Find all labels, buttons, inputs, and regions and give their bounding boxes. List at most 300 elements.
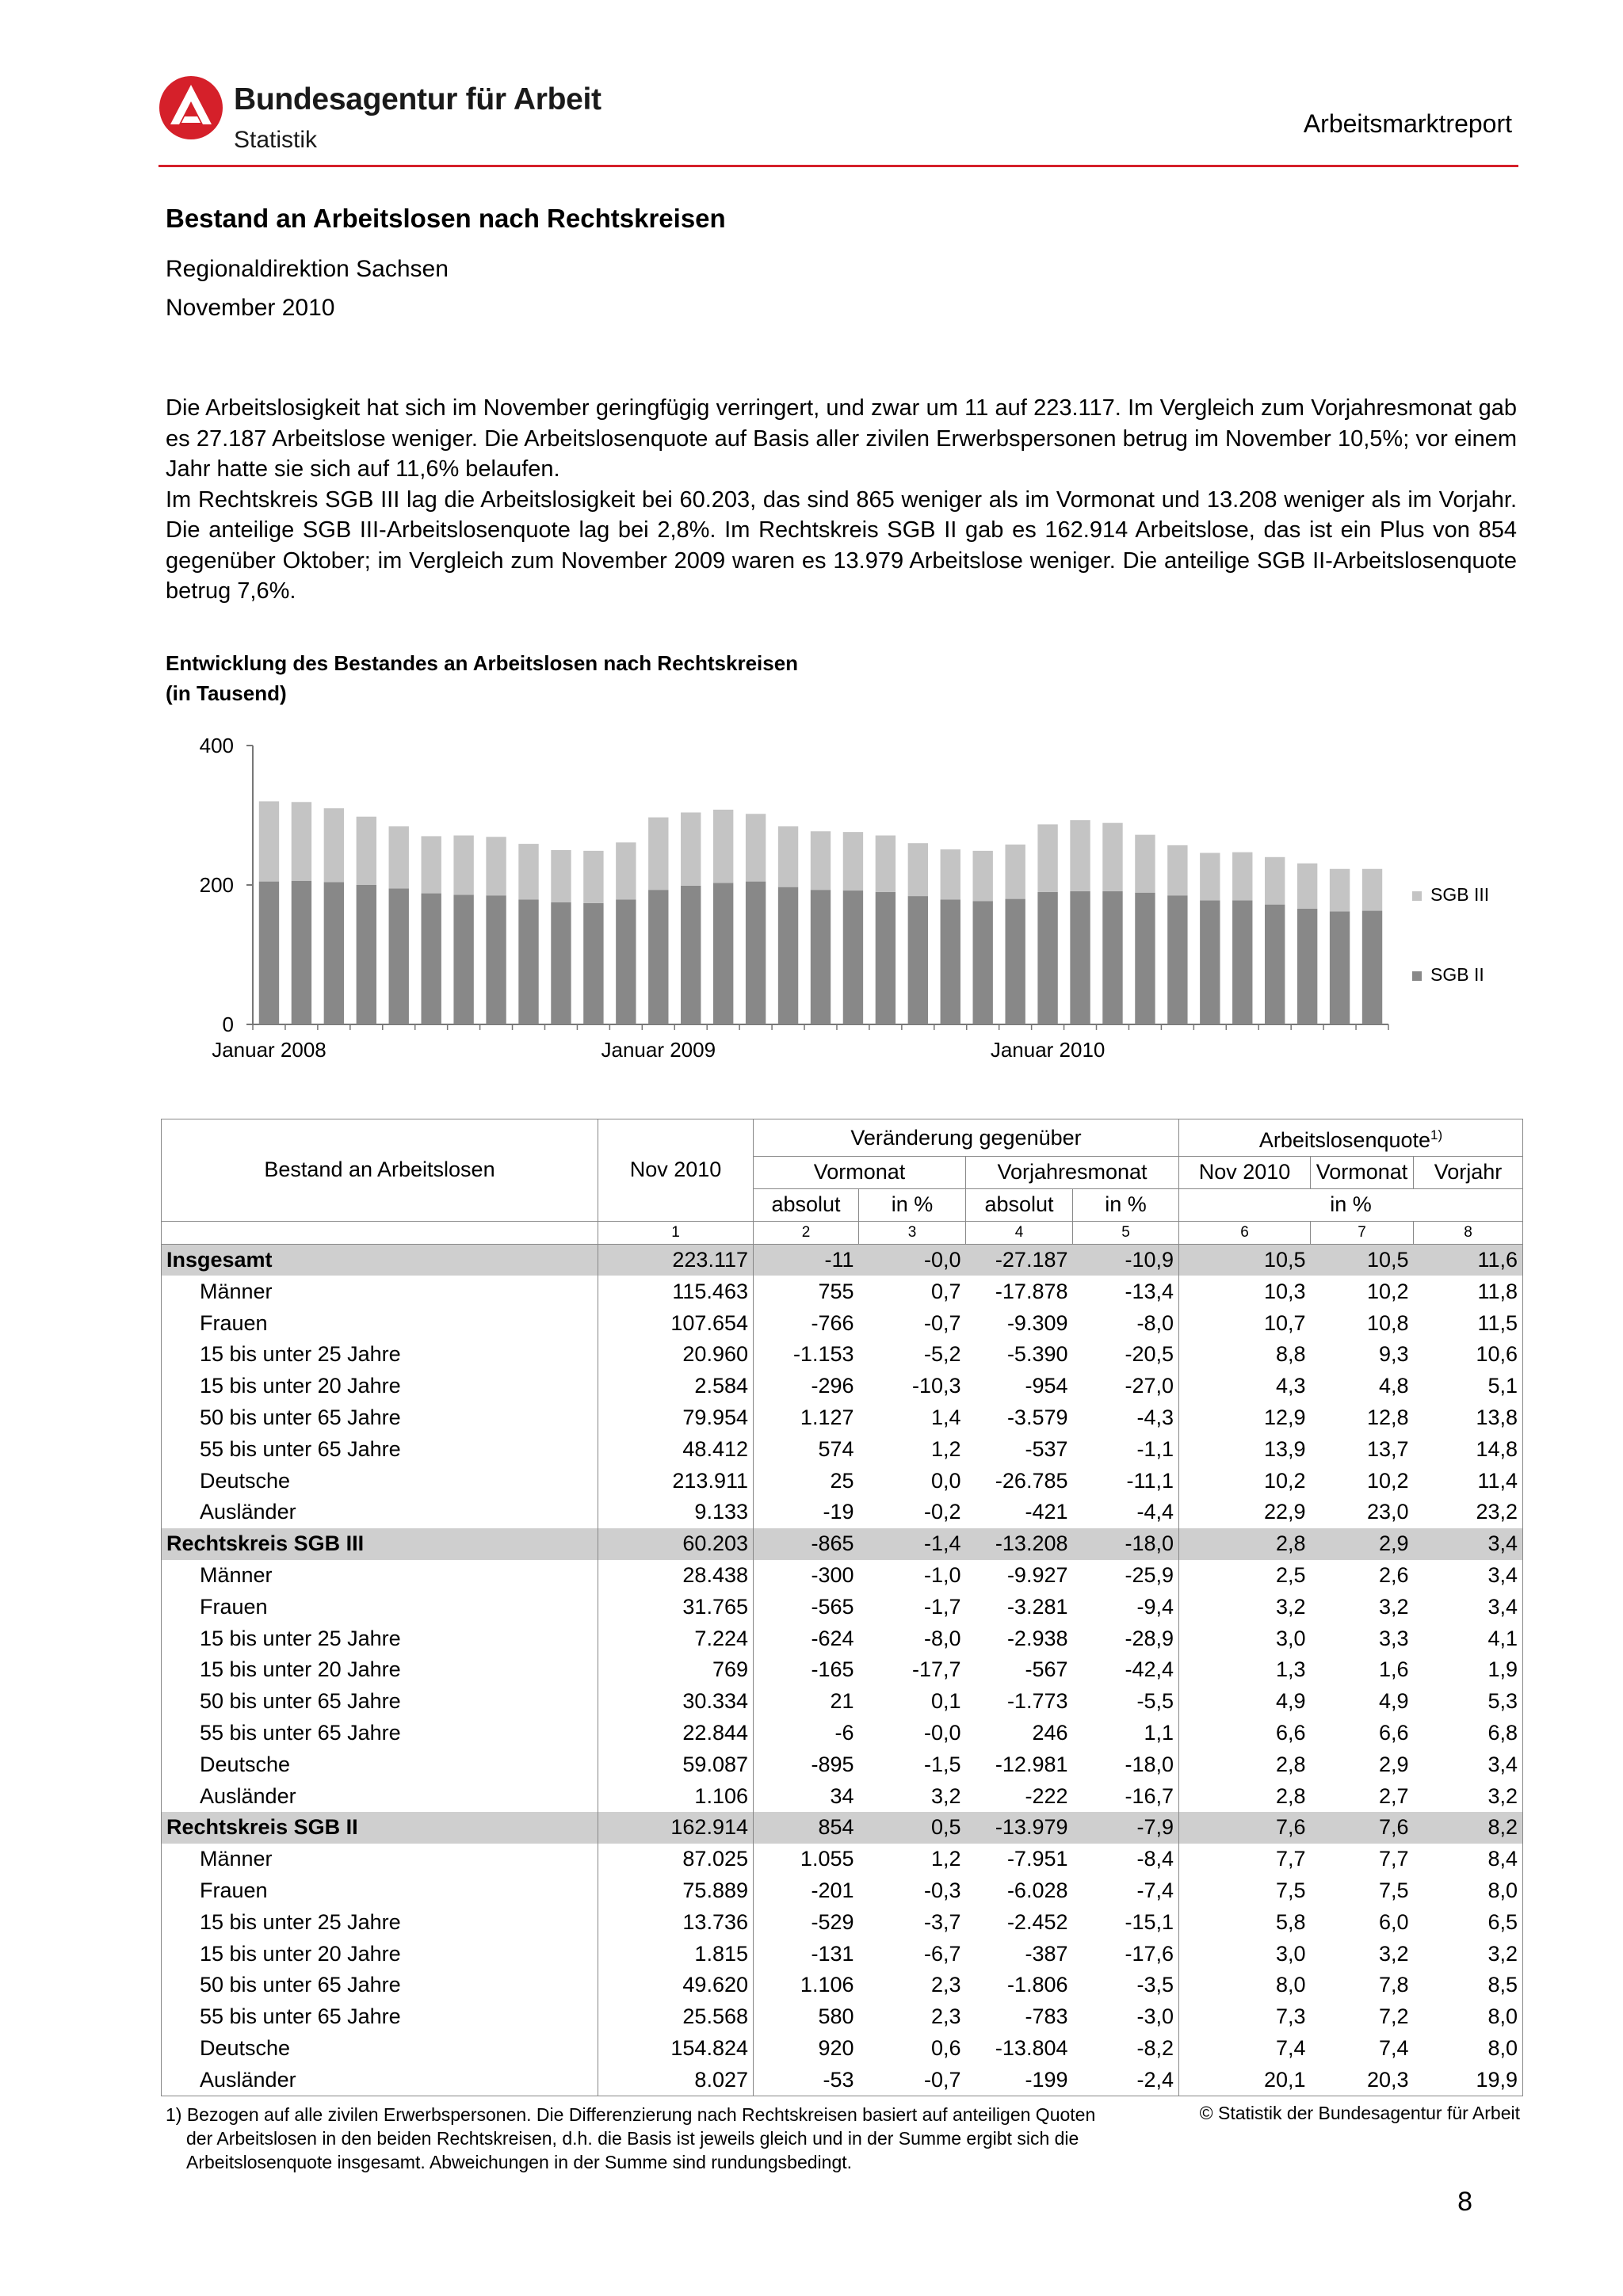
cell-col-2: -53 — [754, 2064, 859, 2096]
cell-col-1: 25.568 — [598, 2001, 754, 2033]
cell-col-7: 9,3 — [1378, 1342, 1409, 1367]
cell-col-6: 7,7 — [1275, 1847, 1306, 1871]
row-label: 15 bis unter 25 Jahre — [162, 1623, 598, 1654]
cell-col-4: -1.806 — [1006, 1973, 1068, 1997]
bar-sgb2 — [357, 885, 376, 1024]
header-absolut-2: absolut — [966, 1188, 1073, 1221]
table-row — [162, 1654, 1523, 1686]
legend-swatch — [1412, 971, 1422, 981]
cell-col-8: 5,1 — [1414, 1371, 1523, 1402]
cell-col-8: 4,1 — [1414, 1623, 1523, 1654]
cell-col-4: -27.187 — [966, 1244, 1073, 1276]
cell-col-3: 0,5 — [859, 1812, 966, 1844]
cell-col-1: 28.438 — [598, 1560, 754, 1592]
bar-sgb2 — [843, 891, 863, 1024]
cell-col-1: 154.824 — [598, 2033, 754, 2065]
intro-paragraph-2: Im Rechtskreis SGB III lag die Arbeitslosigkeit bei 60.203, das sind 865 weniger als im Vormonat und 13.208 weniger als im Vorjahr. Die anteilige SGB III-Arbeitslosenquote lag bei 2,8%. Im Rechtskreis SGB II gab es 162.914 Arbeitslose, das ist ein Plus von 854 gegenüber Oktober; im Vergleich zum November 2009 waren es 13.979 Arbeitslose weniger. Die anteilige SGB II-Arbeitslosenquote betrug 7,6%. — [166, 486, 1517, 604]
cell-col-2: 21 — [830, 1689, 854, 1714]
cell-col-2: -624 — [811, 1626, 854, 1650]
cell-col-1: 9.133 — [598, 1497, 754, 1528]
cell-col-8: 3,4 — [1414, 1591, 1523, 1623]
header-nov: Nov 2010 — [598, 1119, 754, 1222]
row-label: Männer — [162, 1844, 598, 1875]
cell-col-6: 3,0 — [1275, 1626, 1306, 1650]
cell-col-4: 246 — [1032, 1720, 1068, 1745]
page-title: Bestand an Arbeitslosen nach Rechtskreisen — [166, 204, 726, 233]
table-row — [162, 1497, 1523, 1528]
cell-col-6: 10,5 — [1179, 1244, 1311, 1276]
bar-sgb2 — [811, 890, 831, 1024]
row-label: Rechtskreis SGB III — [162, 1528, 598, 1560]
legend-label: SGB III — [1430, 884, 1490, 905]
bar-sgb3 — [1037, 824, 1057, 891]
cell-col-7: 10,8 — [1366, 1310, 1409, 1335]
cell-col-6: 7,3 — [1275, 2004, 1306, 2029]
row-label: Deutsche — [162, 1749, 598, 1780]
bar-sgb3 — [292, 802, 311, 880]
header-q-vormonat: Vormonat — [1311, 1157, 1414, 1189]
bar-sgb3 — [1102, 823, 1122, 891]
cell-col-5: -8,4 — [1073, 1844, 1179, 1875]
cell-col-8: 13,8 — [1414, 1402, 1523, 1434]
bar-sgb2 — [1135, 893, 1155, 1024]
cell-col-4: -13.804 — [995, 2035, 1068, 2060]
table-group-row — [162, 1244, 1523, 1276]
cell-col-1: 20.960 — [598, 1339, 754, 1371]
cell-col-4: -567 — [1025, 1657, 1068, 1682]
bar-sgb2 — [876, 892, 896, 1024]
row-label: Insgesamt — [162, 1244, 598, 1276]
bar-sgb3 — [1297, 864, 1317, 909]
cell-col-8: 11,6 — [1414, 1244, 1523, 1276]
bar-sgb2 — [324, 882, 344, 1024]
cell-col-2: -131 — [811, 1941, 854, 1966]
cell-col-8: 23,2 — [1414, 1497, 1523, 1528]
bar-sgb2 — [453, 894, 473, 1024]
table-row — [162, 1276, 1523, 1307]
bar-sgb2 — [259, 882, 279, 1024]
cell-col-8: 10,6 — [1414, 1339, 1523, 1371]
cell-col-7: 23,0 — [1366, 1500, 1409, 1524]
table-group-row — [162, 1812, 1523, 1844]
table-row — [162, 1402, 1523, 1434]
bar-sgb3 — [648, 818, 668, 891]
table-row — [162, 1465, 1523, 1497]
cell-col-2: 34 — [830, 1783, 854, 1808]
cell-col-1: 30.334 — [598, 1686, 754, 1718]
page-number: 8 — [1457, 2187, 1472, 2217]
bar-sgb3 — [746, 814, 766, 881]
bar-sgb2 — [1265, 905, 1285, 1024]
cell-col-3: 2,3 — [930, 2004, 961, 2029]
cell-col-7: 7,4 — [1378, 2035, 1409, 2060]
bar-sgb3 — [357, 817, 376, 885]
col-number: 8 — [1414, 1221, 1523, 1244]
cell-col-5: -4,4 — [1073, 1497, 1179, 1528]
cell-col-7: 4,8 — [1378, 1374, 1409, 1398]
intro-paragraph-1: Die Arbeitslosigkeit hat sich im November geringfügig verringert, und zwar um 11 auf 223.117. Im Vergleich zum Vorjahresmonat gab es 27.187 Arbeitslose weniger. Die Arbeitslosenquote auf Basis aller zivilen Erwerbspersonen betrug im November 10,5%; vor einem Jahr hatte sie sich auf 11,6% belaufen. — [166, 395, 1517, 482]
col-number: 1 — [598, 1221, 754, 1244]
cell-col-4: -199 — [966, 2064, 1073, 2096]
table-body — [162, 1244, 1523, 2096]
footnote-line-1: 1) Bezogen auf alle zivilen Erwerbspersonen. Die Differenzierung nach Rechtskreisen basiert auf anteiligen Quoten — [166, 2104, 1096, 2125]
bar-sgb3 — [518, 844, 538, 899]
cell-col-5: -2,4 — [1073, 2064, 1179, 2096]
table-row — [162, 1875, 1523, 1907]
bar-sgb2 — [713, 883, 733, 1024]
cell-col-3: -0,7 — [859, 2064, 966, 2096]
cell-col-6: 22,9 — [1263, 1500, 1306, 1524]
stacked-bar-chart — [0, 729, 1623, 1070]
chart-title-block — [166, 648, 798, 708]
row-label: 15 bis unter 25 Jahre — [162, 1339, 598, 1371]
data-table — [161, 1119, 1523, 2096]
cell-col-8: 3,4 — [1414, 1749, 1523, 1780]
cell-col-1: 213.911 — [598, 1465, 754, 1497]
bar-sgb3 — [1005, 845, 1025, 899]
month-label: November 2010 — [166, 295, 335, 321]
cell-col-3: 1,4 — [930, 1405, 961, 1429]
col-number: 6 — [1179, 1221, 1311, 1244]
table-group-row — [162, 1528, 1523, 1560]
cell-col-4: -3.281 — [1006, 1594, 1068, 1619]
cell-col-5: -11,1 — [1073, 1465, 1179, 1497]
bar-sgb2 — [908, 896, 928, 1024]
footnote-line-2: der Arbeitslosen in den beiden Rechtskreisen, d.h. die Basis ist jeweils gleich und in der Summe ergibt sich die — [186, 2128, 1079, 2149]
cell-col-4: -421 — [1025, 1500, 1068, 1524]
cell-col-1: 1.106 — [598, 1780, 754, 1812]
cell-col-5: -5,5 — [1073, 1686, 1179, 1718]
cell-col-1: 13.736 — [598, 1906, 754, 1938]
bar-sgb2 — [1005, 899, 1025, 1024]
bar-sgb2 — [1070, 891, 1090, 1024]
cell-col-6: 12,9 — [1263, 1405, 1306, 1429]
cell-col-8: 8,4 — [1414, 1844, 1523, 1875]
cell-col-8: 8,2 — [1414, 1812, 1523, 1844]
cell-col-7: 7,7 — [1378, 1847, 1409, 1871]
cell-col-2: -300 — [811, 1562, 854, 1587]
cell-col-3: -10,3 — [911, 1374, 961, 1398]
copyright: © Statistik der Bundesagentur für Arbeit — [1199, 2103, 1520, 2123]
header-q-vorjahr: Vorjahr — [1414, 1157, 1523, 1189]
cell-col-5: -10,9 — [1073, 1244, 1179, 1276]
header-in-pct: in % — [859, 1188, 966, 1221]
header-divider — [158, 165, 1518, 167]
cell-col-3: -5,2 — [923, 1342, 961, 1367]
bar-sgb3 — [486, 837, 506, 895]
table-row — [162, 1623, 1523, 1654]
row-label: Ausländer — [162, 1497, 598, 1528]
cell-col-6: 7,5 — [1275, 1878, 1306, 1902]
bar-sgb2 — [1102, 891, 1122, 1024]
cell-col-7: 7,8 — [1378, 1973, 1409, 1997]
cell-col-2: 1.127 — [800, 1405, 854, 1429]
cell-col-4: -9.927 — [1006, 1562, 1068, 1587]
cell-col-1: 1.815 — [598, 1938, 754, 1970]
x-tick-label: Januar 2010 — [990, 1038, 1106, 1062]
bar-sgb3 — [843, 832, 863, 891]
cell-col-3: -0,3 — [923, 1878, 961, 1902]
cell-col-5: -3,5 — [1073, 1970, 1179, 2001]
bar-sgb3 — [876, 836, 896, 892]
cell-col-6: 4,9 — [1275, 1689, 1306, 1714]
cell-col-3: -0,2 — [923, 1500, 961, 1524]
cell-col-7: 20,3 — [1311, 2064, 1414, 2096]
cell-col-8: 6,5 — [1414, 1906, 1523, 1938]
row-label: 15 bis unter 25 Jahre — [162, 1906, 598, 1938]
cell-col-7: 10,5 — [1311, 1244, 1414, 1276]
table-row — [162, 1591, 1523, 1623]
bar-sgb2 — [1232, 900, 1252, 1024]
bar-sgb2 — [648, 890, 668, 1024]
header-row-label: Bestand an Arbeitslosen — [162, 1119, 598, 1222]
cell-col-8: 11,4 — [1414, 1465, 1523, 1497]
cell-col-1: 115.463 — [598, 1276, 754, 1307]
y-tick-label: 0 — [222, 1013, 234, 1036]
bar-sgb3 — [941, 849, 960, 899]
row-label: Männer — [162, 1276, 598, 1307]
cell-col-7: 7,5 — [1378, 1878, 1409, 1902]
cell-col-8: 1,9 — [1414, 1654, 1523, 1686]
bar-sgb3 — [616, 842, 636, 899]
cell-col-3: -6,7 — [923, 1941, 961, 1966]
row-label: 55 bis unter 65 Jahre — [162, 1433, 598, 1465]
row-label: 55 bis unter 65 Jahre — [162, 2001, 598, 2033]
header-vormonat: Vormonat — [754, 1157, 966, 1189]
cell-col-1: 769 — [598, 1654, 754, 1686]
header-quote-sup: 1) — [1430, 1127, 1443, 1142]
cell-col-2: 854 — [754, 1812, 859, 1844]
bar-sgb2 — [389, 888, 409, 1024]
cell-col-7: 13,7 — [1366, 1436, 1409, 1461]
cell-col-7: 2,6 — [1378, 1562, 1409, 1587]
cell-col-3: 0,0 — [930, 1468, 961, 1493]
cell-col-3: 2,3 — [930, 1973, 961, 1997]
cell-col-2: -11 — [754, 1244, 859, 1276]
header-absolut: absolut — [754, 1188, 859, 1221]
bar-sgb3 — [1265, 857, 1285, 905]
cell-col-6: 13,9 — [1263, 1436, 1306, 1461]
cell-col-6: 4,3 — [1275, 1374, 1306, 1398]
bar-sgb2 — [1362, 911, 1382, 1024]
cell-col-6: 10,2 — [1263, 1468, 1306, 1493]
cell-col-6: 2,8 — [1179, 1528, 1311, 1560]
table-row — [162, 1433, 1523, 1465]
cell-col-6: 3,2 — [1275, 1594, 1306, 1619]
cell-col-5: -18,0 — [1073, 1749, 1179, 1780]
cell-col-6: 8,0 — [1275, 1973, 1306, 1997]
intro-text — [166, 393, 1517, 607]
row-label: Männer — [162, 1560, 598, 1592]
row-label: Rechtskreis SGB II — [162, 1812, 598, 1844]
cell-col-6: 7,6 — [1179, 1812, 1311, 1844]
bar-sgb3 — [583, 851, 603, 903]
cell-col-8: 3,2 — [1414, 1780, 1523, 1812]
cell-col-2: -6 — [834, 1720, 854, 1745]
col-number: 4 — [966, 1221, 1073, 1244]
bar-sgb3 — [1362, 869, 1382, 911]
table-row — [162, 1938, 1523, 1970]
cell-col-5: -8,2 — [1073, 2033, 1179, 2065]
row-label: 15 bis unter 20 Jahre — [162, 1654, 598, 1686]
cell-col-6: 6,6 — [1275, 1720, 1306, 1745]
cell-col-3: -8,0 — [923, 1626, 961, 1650]
cell-col-3: -0,0 — [923, 1720, 961, 1745]
table-row — [162, 1339, 1523, 1371]
header-in-pct-3: in % — [1179, 1188, 1523, 1221]
bar-sgb3 — [324, 808, 344, 882]
legend-swatch — [1412, 891, 1422, 901]
row-label: Frauen — [162, 1875, 598, 1907]
row-label: 15 bis unter 20 Jahre — [162, 1371, 598, 1402]
cell-col-4: -26.785 — [995, 1468, 1068, 1493]
cell-col-8: 5,3 — [1414, 1686, 1523, 1718]
cell-col-8: 8,5 — [1414, 1970, 1523, 2001]
bar-sgb3 — [973, 851, 993, 901]
bar-sgb3 — [389, 826, 409, 888]
cell-col-5: -4,3 — [1073, 1402, 1179, 1434]
header-vorjahresmonat: Vorjahresmonat — [966, 1157, 1179, 1189]
cell-col-1: 60.203 — [598, 1528, 754, 1560]
cell-col-8: 3,2 — [1414, 1938, 1523, 1970]
table-row — [162, 1780, 1523, 1812]
cell-col-6: 2,8 — [1275, 1752, 1306, 1776]
bar-sgb3 — [1167, 845, 1187, 895]
cell-col-5: -28,9 — [1073, 1623, 1179, 1654]
x-tick-label: Januar 2009 — [601, 1038, 716, 1062]
cell-col-4: -2.938 — [1006, 1626, 1068, 1650]
cell-col-3: 1,2 — [930, 1847, 961, 1871]
cell-col-2: -296 — [811, 1374, 854, 1398]
cell-col-7: 3,3 — [1378, 1626, 1409, 1650]
cell-col-3: 0,1 — [930, 1689, 961, 1714]
region-label: Regionaldirektion Sachsen — [166, 256, 449, 282]
row-label: 55 bis unter 65 Jahre — [162, 1718, 598, 1749]
header-q-nov: Nov 2010 — [1179, 1157, 1311, 1189]
cell-col-2: -766 — [811, 1310, 854, 1335]
cell-col-5: -25,9 — [1073, 1560, 1179, 1592]
bar-sgb2 — [1037, 892, 1057, 1024]
table-row — [162, 1686, 1523, 1718]
cell-col-8: 11,5 — [1414, 1307, 1523, 1339]
cell-col-6: 5,8 — [1275, 1909, 1306, 1934]
cell-col-7: 10,2 — [1366, 1279, 1409, 1303]
cell-col-6: 10,3 — [1263, 1279, 1306, 1303]
cell-col-3: -1,4 — [859, 1528, 966, 1560]
cell-col-8: 6,8 — [1414, 1718, 1523, 1749]
cell-col-1: 59.087 — [598, 1749, 754, 1780]
bar-sgb2 — [941, 899, 960, 1024]
header-in-pct-2: in % — [1073, 1188, 1179, 1221]
cell-col-2: 574 — [818, 1436, 854, 1461]
cell-col-3: 0,7 — [930, 1279, 961, 1303]
chart-subtitle: (in Tausend) — [166, 681, 287, 705]
cell-col-8: 11,8 — [1414, 1276, 1523, 1307]
data-table-wrapper — [161, 1119, 1522, 2096]
bar-sgb2 — [551, 902, 571, 1024]
cell-col-6: 8,8 — [1275, 1342, 1306, 1367]
cell-col-7: 1,6 — [1378, 1657, 1409, 1682]
cell-col-3: -1,7 — [923, 1594, 961, 1619]
cell-col-4: -17.878 — [995, 1279, 1068, 1303]
report-title: Arbeitsmarktreport — [1303, 109, 1512, 138]
cell-col-5: -3,0 — [1073, 2001, 1179, 2033]
cell-col-7: 6,6 — [1378, 1720, 1409, 1745]
cell-col-8: 8,0 — [1414, 1875, 1523, 1907]
x-tick-label: Januar 2008 — [212, 1038, 327, 1062]
cell-col-6: 2,8 — [1275, 1783, 1306, 1808]
cell-col-2: -895 — [811, 1752, 854, 1776]
cell-col-5: -20,5 — [1073, 1339, 1179, 1371]
cell-col-5: -13,4 — [1073, 1276, 1179, 1307]
bar-sgb3 — [421, 836, 441, 893]
cell-col-1: 49.620 — [598, 1970, 754, 2001]
row-label: 50 bis unter 65 Jahre — [162, 1402, 598, 1434]
bar-sgb2 — [973, 901, 993, 1024]
col-number-blank — [162, 1221, 598, 1244]
bar-sgb2 — [681, 886, 701, 1024]
cell-col-5: 1,1 — [1073, 1718, 1179, 1749]
row-label: Deutsche — [162, 2033, 598, 2065]
bar-sgb2 — [1167, 895, 1187, 1024]
cell-col-8: 14,8 — [1414, 1433, 1523, 1465]
cell-col-6: 7,4 — [1275, 2035, 1306, 2060]
cell-col-5: -17,6 — [1073, 1938, 1179, 1970]
cell-col-4: -7.951 — [1006, 1847, 1068, 1871]
cell-col-4: -783 — [1025, 2004, 1068, 2029]
cell-col-8: 3,4 — [1414, 1528, 1523, 1560]
bar-sgb3 — [1330, 869, 1350, 912]
ba-logo-icon — [158, 75, 223, 140]
row-label: Frauen — [162, 1591, 598, 1623]
cell-col-5: -1,1 — [1073, 1433, 1179, 1465]
cell-col-4: -12.981 — [995, 1752, 1068, 1776]
cell-col-4: -537 — [1025, 1436, 1068, 1461]
bar-sgb3 — [811, 831, 831, 890]
cell-col-5: -15,1 — [1073, 1906, 1179, 1938]
bar-sgb3 — [551, 850, 571, 902]
cell-col-1: 223.117 — [598, 1244, 754, 1276]
cell-col-2: 580 — [818, 2004, 854, 2029]
cell-col-1: 2.584 — [598, 1371, 754, 1402]
table-row — [162, 1749, 1523, 1780]
bar-sgb3 — [908, 843, 928, 896]
cell-col-2: -19 — [823, 1500, 854, 1524]
cell-col-3: -17,7 — [911, 1657, 961, 1682]
table-row — [162, 1970, 1523, 2001]
bar-sgb2 — [583, 903, 603, 1024]
cell-col-2: 1.055 — [800, 1847, 854, 1871]
bar-sgb2 — [1297, 909, 1317, 1024]
bar-sgb3 — [778, 826, 798, 887]
cell-col-5: -18,0 — [1073, 1528, 1179, 1560]
bar-sgb3 — [1200, 853, 1220, 901]
col-number: 3 — [859, 1221, 966, 1244]
cell-col-7: 10,2 — [1366, 1468, 1409, 1493]
footnote — [166, 2103, 1156, 2174]
table-row — [162, 2033, 1523, 2065]
cell-col-2: 1.106 — [800, 1973, 854, 1997]
cell-col-7: 2,7 — [1378, 1783, 1409, 1808]
cell-col-1: 31.765 — [598, 1591, 754, 1623]
bar-sgb2 — [486, 895, 506, 1024]
row-label: Deutsche — [162, 1465, 598, 1497]
cell-col-4: -3.579 — [1006, 1405, 1068, 1429]
cell-col-4: -1.773 — [1006, 1689, 1068, 1714]
bar-sgb2 — [778, 887, 798, 1024]
cell-col-8: 19,9 — [1414, 2064, 1523, 2096]
table-row — [162, 1844, 1523, 1875]
